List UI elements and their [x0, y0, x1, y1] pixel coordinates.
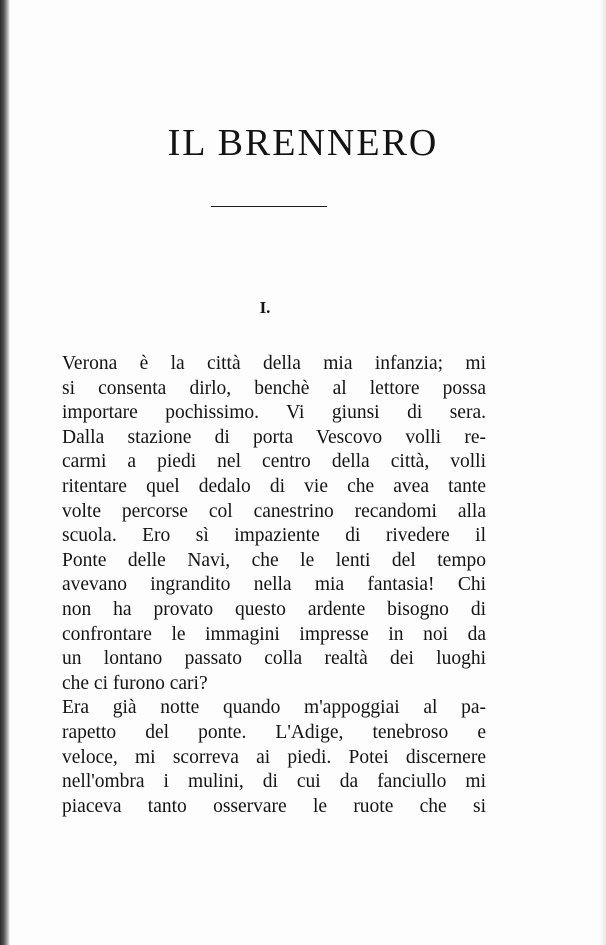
paragraph-2: [62, 696, 486, 819]
text-line: importare pochissimo. Vi giunsi di sera.: [62, 402, 486, 424]
text-line: un lontano passato colla realtà dei luoghi: [62, 648, 486, 670]
body-text: [62, 352, 486, 819]
text-line: confrontare le immagini impresse in noi da: [62, 623, 486, 645]
text-line: Dalla stazione di porta Vescovo volli re-: [62, 426, 486, 448]
text-line: volte percorse col canestrino recandomi alla: [62, 500, 486, 522]
text-line: ritentare quel dedalo di vie che avea tante: [62, 475, 486, 497]
text-line: che ci furono cari?: [62, 672, 208, 694]
text-line: piaceva tanto osservare le ruote che si: [62, 795, 486, 817]
text-line: non ha provato questo ardente bisogno di: [62, 598, 486, 620]
text-line: si consenta dirlo, benchè al lettore possa: [62, 377, 486, 399]
text-line: Verona è la città della mia infanzia; mi: [62, 353, 486, 374]
title-rule: [211, 206, 327, 207]
text-line: avevano ingrandito nella mia fantasia! Chi: [62, 574, 486, 596]
paragraph-1: [62, 352, 486, 696]
text-line: scuola. Ero sì impaziente di rivedere il: [62, 525, 486, 547]
text-line: carmi a piedi nel centro della città, volli: [62, 451, 486, 473]
text-line: nell'ombra i mulini, di cui da fanciullo mi: [62, 771, 486, 793]
text-line: Era già notte quando m'appoggiai al pa-: [62, 697, 486, 719]
text-line: rapetto del ponte. L'Adige, tenebroso e: [62, 721, 486, 743]
chapter-title: IL BRENNERO: [167, 122, 439, 164]
section-number: I.: [259, 298, 271, 317]
text-line: Ponte delle Navi, che le lenti del tempo: [62, 549, 486, 571]
text-line: veloce, mi scorreva ai piedi. Potei discernere: [62, 746, 486, 768]
